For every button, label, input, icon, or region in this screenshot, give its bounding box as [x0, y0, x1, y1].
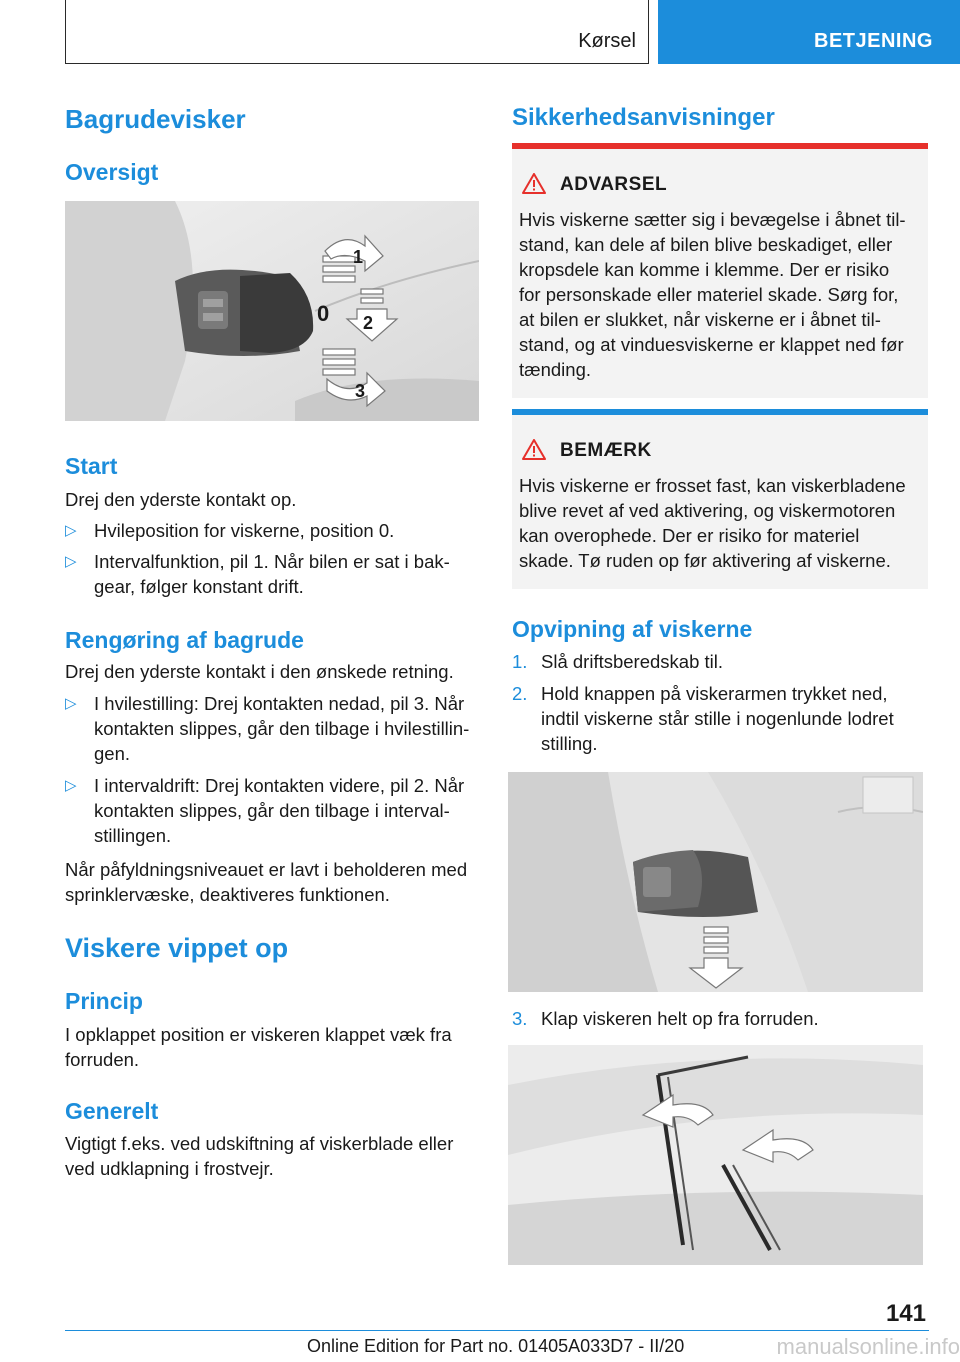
notice-box [512, 409, 928, 589]
list-item: 3. Klap viskeren helt op fra forruden. [512, 1008, 819, 1029]
washer-fluid-note: Når påfyldningsniveauet er lavt i beholderen med sprinklervæske, deaktiveres funktionen. [65, 859, 468, 905]
list-item: 1. Slå driftsberedskab til. [512, 651, 724, 672]
list-item: ▷ Intervalfunktion, pil 1. Når bilen er sat i bak- gear, følger konstant drift. [65, 551, 450, 597]
header-section-label: Kørsel [578, 30, 636, 52]
start-heading: Start [65, 453, 118, 479]
fold-steps-list [512, 649, 928, 756]
list-item: 2. Hold knappen på viskerarmen trykket ned, indtil viskerne står stille i nogenlunde lodret stilling. [512, 683, 894, 754]
list-item: ▷ I intervaldrift: Drej kontakten videre, pil 2. Når kontakten slippes, går den tilbage i interval- stillingen. [65, 775, 465, 846]
notice-text: Hvis viskerne er frosset fast, kan viskerbladene blive revet af ved aktivering, og viskermotoren kan overophede. Der er risiko for materiel skade. Tø ruden op før aktivering af viskerne. [519, 475, 906, 571]
figure-label-0: 0 [317, 301, 330, 326]
footer-edition: Online Edition for Part no. 01405A033D7 - II/20 [307, 1336, 685, 1356]
wipers-folded-illustration [508, 1045, 923, 1265]
start-bullet-list [65, 518, 479, 599]
warning-triangle-icon [522, 173, 546, 200]
page-number: 141 [885, 1300, 926, 1327]
wiper-fold-heading: Opvipning af viskerne [512, 616, 753, 642]
fold-steps-list-continued [512, 1006, 928, 1031]
rear-cleaning-bullet-list [65, 691, 479, 848]
rear-wiper-switch-drawing [65, 201, 479, 421]
wiper-arm-button-drawing [508, 772, 923, 992]
tilted-wipers-heading: Viskere vippet op [65, 933, 289, 963]
bullet-triangle-icon: ▷ [65, 695, 77, 712]
header-section-box [65, 0, 649, 64]
footer-divider [65, 1330, 929, 1331]
rear-cleaning-intro: Drej den yderste kontakt i den ønskede retning. [65, 661, 454, 682]
notice-triangle-icon [522, 439, 546, 466]
overview-heading: Oversigt [65, 159, 159, 185]
principle-heading: Princip [65, 988, 143, 1014]
general-heading: Generelt [65, 1098, 159, 1124]
warning-title: ADVARSEL [522, 173, 667, 200]
figure-label-3: 3 [355, 381, 366, 401]
start-intro: Drej den yderste kontakt op. [65, 489, 297, 510]
notice-title: BEMÆRK [522, 439, 652, 466]
safety-heading: Sikkerhedsanvisninger [512, 104, 775, 131]
wipers-folded-drawing [508, 1045, 923, 1265]
page-title: Bagrudevisker [65, 104, 246, 134]
watermark: manualsonline.info [776, 1334, 960, 1359]
warning-text: Hvis viskerne sætter sig i bevægelse i åbnet til- stand, kan dele af bilen blive beskadiget, eller kropsdele kan komme i klemme. Der er risiko for personskade eller materiel skade. Sørg for, at bilen er slukket, når viskerne er i åbnet til- stand, og at vinduesviskerne er klappet ned før tænding. [519, 209, 906, 380]
rear-cleaning-heading: Rengøring af bagrude [65, 627, 304, 653]
bullet-triangle-icon: ▷ [65, 522, 77, 539]
rear-wiper-switch-illustration [65, 201, 479, 421]
warning-box [512, 143, 928, 398]
list-item: ▷ I hvilestilling: Drej kontakten nedad, pil 3. Når kontakten slippes, går den tilbage i hvilestillin- gen. [65, 693, 470, 764]
principle-text: I opklappet position er viskeren klappet væk fra forruden. [65, 1024, 452, 1070]
figure-label-1: 1 [353, 247, 364, 267]
list-item: ▷ Hvileposition for viskerne, position 0. [65, 520, 395, 541]
header-chapter-tab [658, 0, 960, 64]
general-text: Vigtigt f.eks. ved udskiftning af viskerblade eller ved udklapning i frostvejr. [65, 1133, 454, 1179]
figure-label-2: 2 [363, 313, 374, 333]
wiper-arm-button-illustration [508, 772, 923, 992]
bullet-triangle-icon: ▷ [65, 553, 77, 570]
bullet-triangle-icon: ▷ [65, 777, 77, 794]
header-chapter-label: BETJENING [814, 30, 933, 52]
